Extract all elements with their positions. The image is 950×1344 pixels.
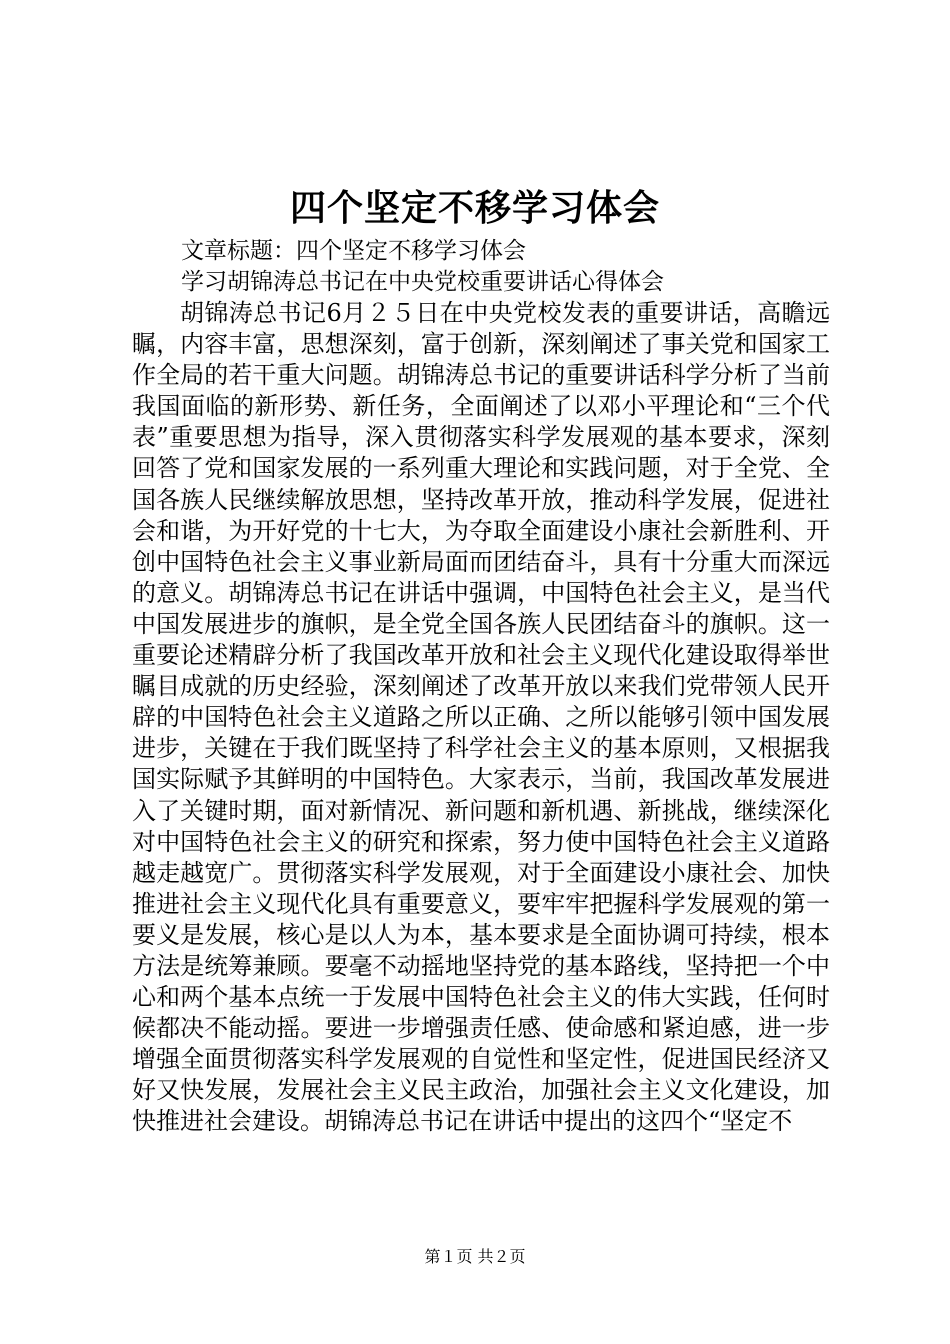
subtitle-line: 学习胡锦涛总书记在中央党校重要讲话心得体会 [181, 269, 664, 295]
article-title-line: 文章标题：四个坚定不移学习体会 [181, 238, 526, 264]
document-title: 四个坚定不移学习体会 [289, 187, 660, 229]
page-footer: 第１页 共２页 [424, 1247, 526, 1266]
body-paragraph: 胡锦涛总书记6月２５日在中央党校发表的重要讲话，高瞻远瞩，内容丰富，思想深刻，富于创新，深刻阐述了事关党和国家工作全局的若干重大问题。胡锦涛总书记的重要讲话科学分析了当前我国面临的新形势、新任务，全面阐述了以邓小平理论和“三个代表”重要思想为指导，深入贯彻落实科学发展观的基本要求，深刻回答了党和国家发展的一系列重大理论和实践问题，对于全党、全国各族人民继续解放思想，坚持改革开放，推动科学发展，促进社会和谐，为开好党的十七大，为夺取全面建设小康社会新胜利、开创中国特色社会主义事业新局面而团结奋斗，具有十分重大而深远的意义。胡锦涛总书记在讲话中强调，中国特色社会主义，是当代中国发展进步的旗帜，是全党全国各族人民团结奋斗的旗帜。这一重要论述精辟分析了我国改革开放和社会主义现代化建设取得举世瞩目成就的历史经验，深刻阐述了改革开放以来我们党带领人民开辟的中国特色社会主义道路之所以正确、之所以能够引领中国发展进步，关键在于我们既坚持了科学社会主义的基本原则，又根据我国实际赋予其鲜明的中国特色。大家表示，当前，我国改革发展进入了关键时期，面对新情况、新问题和新机遇、新挑战，继续深化对中国特色社会主义的研究和探索，努力使中国特色社会主义道路越走越宽广。贯彻落实科学发展观，对于全面建设小康社会、加快推进社会主义现代化具有重要意义，要牢牢把握科学发展观的第一要义是发展，核心是以人为本，基本要求是全面协调可持续，根本方法是统筹兼顾。要毫不动摇地坚持党的基本路线，坚持把一个中心和两个基本点统一于发展中国特色社会主义的伟大实践，任何时候都决不能动摇。要进一步增强责任感、使命感和紧迫感，进一步增强全面贯彻落实科学发展观的自觉性和坚定性，促进国民经济又好又快发展，发展社会主义民主政治，加强社会主义文化建设，加快推进社会建设。胡锦涛总书记在讲话中提出的这四个“坚定不 [132, 299, 830, 1136]
